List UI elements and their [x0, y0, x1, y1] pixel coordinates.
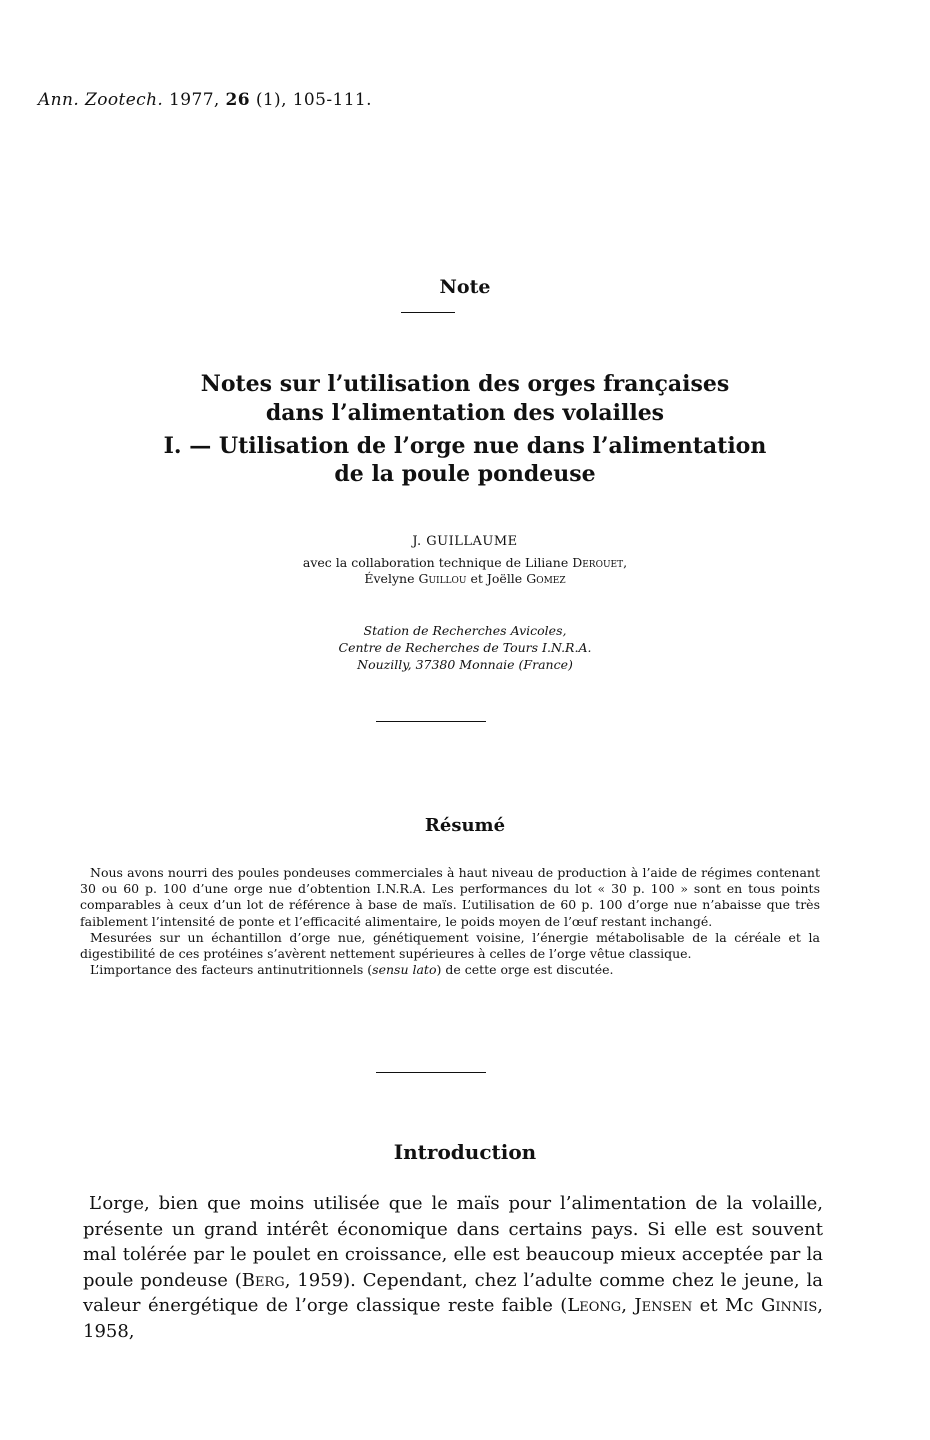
collaboration-line-1	[0, 555, 930, 571]
section-label: Note	[439, 276, 491, 298]
abstract-paragraph	[80, 962, 820, 978]
intro-text: et Mc	[692, 1295, 761, 1316]
affiliation-line-3: Nouzilly, 37380 Monnaie (France)	[357, 657, 573, 672]
divider	[401, 312, 455, 313]
introduction-body	[83, 1191, 823, 1344]
paper-subtitle	[0, 432, 930, 488]
reference-author: Ginnis	[760, 1295, 818, 1316]
abstract-paragraph: Mesurées sur un échantillon d’orge nue, génétiquement voisine, l’énergie métabolisable de la céréale et la digestibilité de ces protéines s’avèrent nettement supérieures à celles de l’orge vêtue classique.	[80, 929, 820, 962]
intro-text: L’orge, bien que moins utilisée que le maïs pour l’alimentation de la volaille, présente un grand intérêt économique dans certains pays. Si elle est souvent mal tolérée par le poulet en croissance, elle est beaucoup mieux acceptée par la poule pondeuse (	[83, 1193, 823, 1291]
collaborator-name: Derouet,	[572, 555, 628, 570]
reference-author: Jensen	[634, 1295, 693, 1316]
reference-author: Leong	[567, 1295, 622, 1316]
divider	[376, 1072, 486, 1073]
abstract-italic: sensu lato	[372, 962, 437, 978]
intro-text: , 1959). Cependant, chez l’adulte comme chez le jeune, la valeur énergétique de l’orge classique reste faible (	[83, 1269, 824, 1316]
intro-text: ,	[621, 1295, 635, 1316]
introduction-heading: Introduction	[393, 1140, 537, 1164]
author: J. GUILLAUME	[412, 534, 518, 549]
journal-year: 1977,	[169, 90, 220, 110]
journal-issue-pages: (1), 105-111.	[255, 90, 372, 110]
collaborator-name: Guillou	[418, 571, 467, 586]
affiliation	[0, 622, 930, 673]
affiliation-line-2: Centre de Recherches de Tours I.N.R.A.	[338, 640, 592, 655]
journal-volume: 26	[225, 90, 250, 110]
title-line-2: dans l’alimentation des volailles	[265, 400, 665, 426]
abstract-heading: Résumé	[424, 815, 506, 836]
title-line-4: de la poule pondeuse	[334, 461, 596, 487]
title-line-1: Notes sur l’utilisation des orges françaises	[200, 371, 730, 397]
journal-name: Ann. Zootech.	[38, 90, 164, 110]
abstract-text: L’importance des facteurs antinutritionnels (	[90, 962, 373, 978]
collaboration-joiner: et Joëlle	[470, 571, 523, 586]
intro-text: , 1958,	[83, 1295, 823, 1342]
divider	[376, 721, 486, 722]
collaboration-prefix: avec la collaboration technique de Liliane	[302, 555, 569, 570]
collaborator-first-name: Évelyne	[364, 571, 415, 586]
paper-title	[0, 370, 930, 428]
introduction-paragraph	[83, 1191, 823, 1344]
journal-citation	[38, 90, 372, 110]
collaboration-line-2	[0, 571, 930, 587]
reference-author: Berg	[241, 1269, 285, 1291]
collaboration	[0, 555, 930, 587]
title-line-3: I. — Utilisation de l’orge nue dans l’alimentation	[163, 433, 767, 459]
collaborator-name: Gomez	[526, 571, 566, 586]
affiliation-line-1: Station de Recherches Avicoles,	[363, 623, 567, 638]
abstract-paragraph: Nous avons nourri des poules pondeuses commerciales à haut niveau de production à l’aide de régimes contenant 30 ou 60 p. 100 d’une orge nue d’obtention I.N.R.A. Les performances du lot « 30 p. 100 » sont en tous points comparables à ceux d’un lot de référence à base de maïs. L’utilisation de 60 p. 100 d’orge nue n’abaisse que très faiblement l’intensité de ponte et l’efficacité alimentaire, le poids moyen de l’œuf restant inchangé.	[80, 865, 820, 929]
abstract-text: ) de cette orge est discutée.	[436, 962, 614, 978]
abstract-body	[80, 865, 820, 978]
